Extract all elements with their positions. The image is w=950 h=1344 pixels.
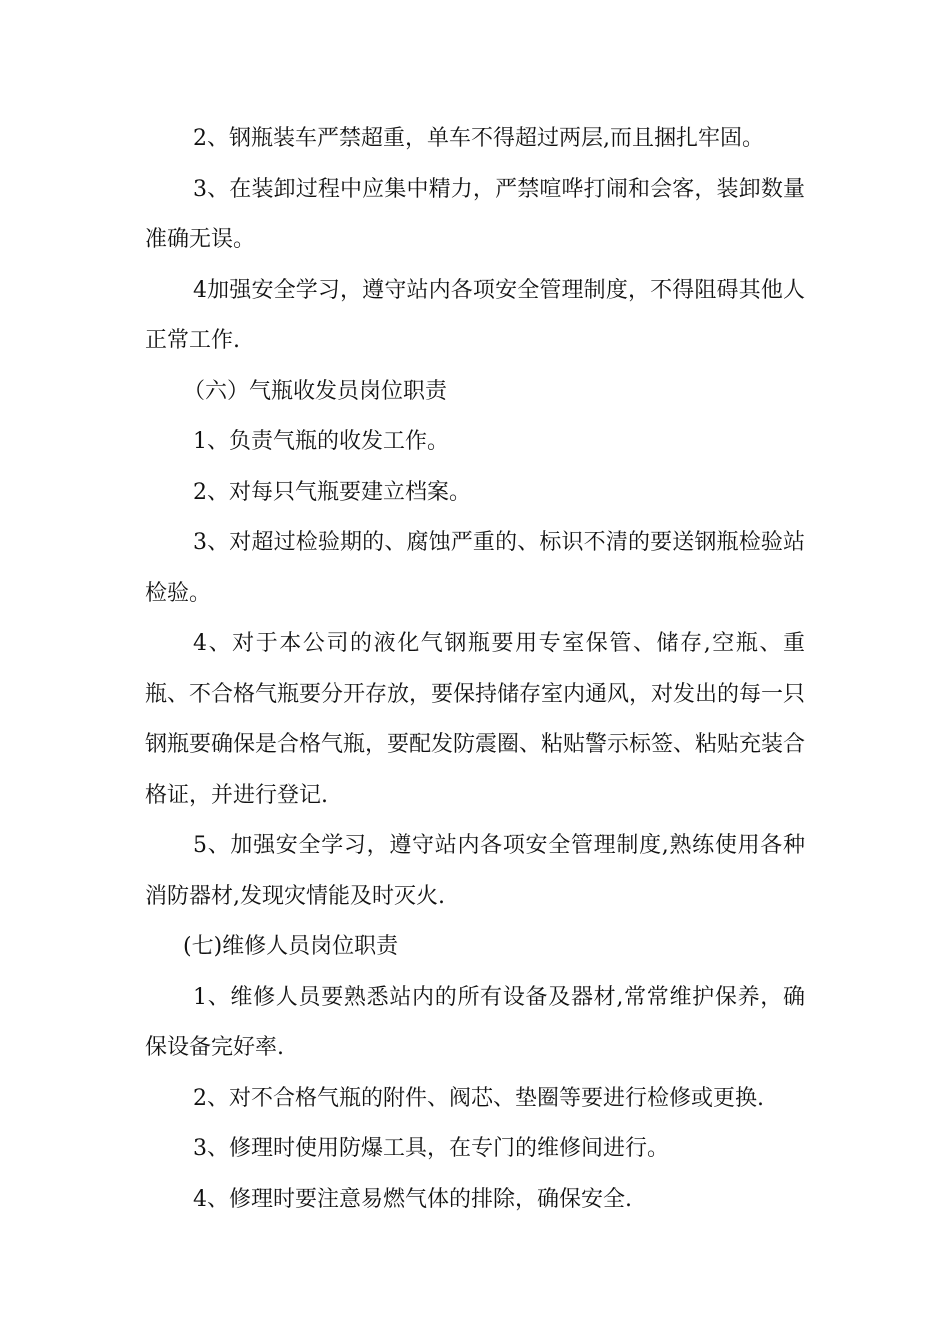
paragraph-clerk-duty-5: 5、加强安全学习，遵守站内各项安全管理制度,熟练使用各种消防器材,发现灾情能及时灭火. — [145, 833, 805, 909]
paragraph-maintenance-duty-3: 3、修理时使用防爆工具，在专门的维修间进行。 — [193, 1136, 669, 1161]
section-heading-maintenance: (七)维修人员岗位职责 — [183, 934, 399, 959]
paragraph-clerk-duty-1: 1、负责气瓶的收发工作。 — [193, 429, 449, 454]
paragraph-loading-focus: 3、在装卸过程中应集中精力，严禁喧哗打闹和会客，装卸数量准确无误。 — [145, 176, 805, 252]
paragraph-loading-weight: 2、钢瓶装车严禁超重，单车不得超过两层,而且捆扎牢固。 — [193, 126, 764, 151]
paragraph-safety-study: 4加强安全学习，遵守站内各项安全管理制度，不得阻碍其他人正常工作. — [145, 277, 805, 353]
document-body — [145, 114, 805, 1225]
paragraph-clerk-duty-3: 3、对超过检验期的、腐蚀严重的、标识不清的要送钢瓶检验站检验。 — [145, 530, 805, 606]
section-heading-cylinder-clerk: （六）气瓶收发员岗位职责 — [183, 378, 448, 404]
paragraph-maintenance-duty-4: 4、修理时要注意易燃气体的排除，确保安全. — [193, 1186, 632, 1212]
paragraph-maintenance-duty-1: 1、维修人员要熟悉站内的所有设备及器材,常常维护保养，确保设备完好率. — [145, 984, 805, 1060]
paragraph-clerk-duty-4: 4、对于本公司的液化气钢瓶要用专室保管、储存,空瓶、重瓶、不合格气瓶要分开存放，要保持储存室内通风，对发出的每一只钢瓶要确保是合格气瓶，要配发防震圈、粘贴警示标签、粘贴充装合格证，并进行登记. — [145, 631, 806, 808]
paragraph-clerk-duty-2: 2、对每只气瓶要建立档案。 — [193, 479, 471, 505]
paragraph-maintenance-duty-2: 2、对不合格气瓶的附件、阀芯、垫圈等要进行检修或更换. — [193, 1085, 764, 1111]
